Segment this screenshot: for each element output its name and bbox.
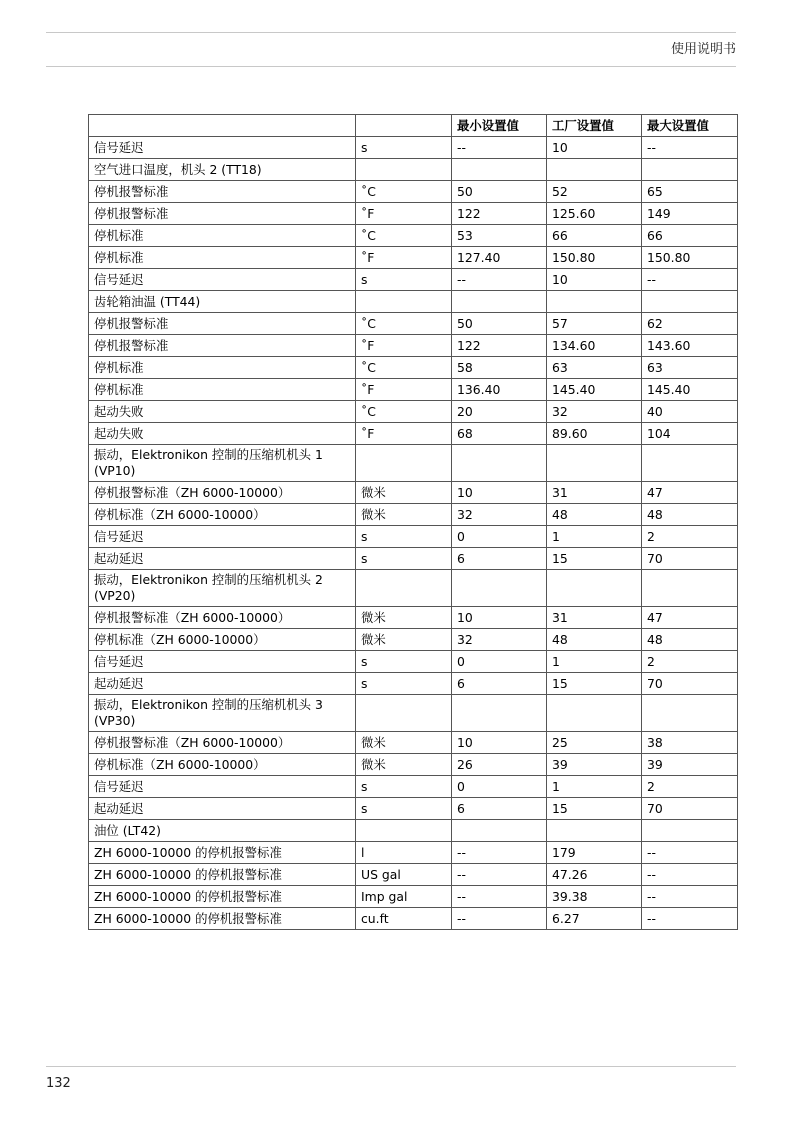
cell-max: 47 — [642, 607, 738, 629]
cell-min: 32 — [452, 629, 547, 651]
cell-factory: 10 — [547, 269, 642, 291]
cell-parameter: 振动，Elektronikon 控制的压缩机机头 2 (VP20) — [89, 570, 356, 607]
cell-min — [452, 159, 547, 181]
cell-max: 40 — [642, 401, 738, 423]
cell-parameter: 齿轮箱油温 (TT44) — [89, 291, 356, 313]
cell-unit: s — [356, 269, 452, 291]
cell-min: 20 — [452, 401, 547, 423]
cell-max: 63 — [642, 357, 738, 379]
table-row — [89, 798, 738, 820]
cell-unit: s — [356, 776, 452, 798]
cell-unit — [356, 159, 452, 181]
cell-parameter: 振动，Elektronikon 控制的压缩机机头 3 (VP30) — [89, 695, 356, 732]
cell-unit: ˚C — [356, 225, 452, 247]
cell-unit: ˚F — [356, 423, 452, 445]
cell-max: 62 — [642, 313, 738, 335]
cell-max — [642, 695, 738, 732]
cell-parameter: ZH 6000-10000 的停机报警标准 — [89, 864, 356, 886]
cell-min: 50 — [452, 313, 547, 335]
cell-factory — [547, 445, 642, 482]
table-row — [89, 313, 738, 335]
table-row — [89, 607, 738, 629]
cell-max: 149 — [642, 203, 738, 225]
cell-max: -- — [642, 864, 738, 886]
cell-factory: 31 — [547, 607, 642, 629]
cell-unit — [356, 445, 452, 482]
table-row — [89, 291, 738, 313]
cell-parameter: 起动失败 — [89, 401, 356, 423]
cell-unit: s — [356, 798, 452, 820]
cell-parameter: 振动，Elektronikon 控制的压缩机机头 1 (VP10) — [89, 445, 356, 482]
cell-factory: 6.27 — [547, 908, 642, 930]
cell-max: 2 — [642, 526, 738, 548]
cell-min: 0 — [452, 776, 547, 798]
cell-factory: 15 — [547, 798, 642, 820]
cell-max — [642, 820, 738, 842]
cell-max: 66 — [642, 225, 738, 247]
cell-unit: l — [356, 842, 452, 864]
table-row — [89, 908, 738, 930]
cell-factory — [547, 570, 642, 607]
cell-factory: 39.38 — [547, 886, 642, 908]
cell-min: 127.40 — [452, 247, 547, 269]
cell-parameter: 信号延迟 — [89, 137, 356, 159]
table-row — [89, 225, 738, 247]
cell-parameter: 信号延迟 — [89, 776, 356, 798]
header-cell-max: 最大设置值 — [642, 115, 738, 137]
table-row — [89, 651, 738, 673]
cell-min: -- — [452, 269, 547, 291]
table-row — [89, 548, 738, 570]
cell-factory: 1 — [547, 526, 642, 548]
table-row — [89, 137, 738, 159]
cell-max: -- — [642, 908, 738, 930]
cell-max: 70 — [642, 673, 738, 695]
cell-parameter: 停机标准（ZH 6000-10000） — [89, 629, 356, 651]
cell-min: 10 — [452, 732, 547, 754]
cell-parameter: 空气进口温度，机头 2 (TT18) — [89, 159, 356, 181]
cell-max: 2 — [642, 776, 738, 798]
header-cell-parameter — [89, 115, 356, 137]
cell-min: 58 — [452, 357, 547, 379]
cell-factory: 134.60 — [547, 335, 642, 357]
cell-unit: 微米 — [356, 629, 452, 651]
cell-parameter: 起动延迟 — [89, 673, 356, 695]
cell-factory: 15 — [547, 548, 642, 570]
cell-min: 53 — [452, 225, 547, 247]
cell-min: -- — [452, 886, 547, 908]
cell-parameter: 停机标准 — [89, 379, 356, 401]
table-row — [89, 754, 738, 776]
cell-factory: 1 — [547, 651, 642, 673]
cell-unit — [356, 695, 452, 732]
cell-parameter: 油位 (LT42) — [89, 820, 356, 842]
cell-min: 136.40 — [452, 379, 547, 401]
cell-min: 68 — [452, 423, 547, 445]
cell-min — [452, 820, 547, 842]
header-rule-top — [46, 32, 736, 33]
page-number: 132 — [46, 1076, 71, 1091]
table-row — [89, 864, 738, 886]
cell-factory: 57 — [547, 313, 642, 335]
cell-unit: ˚C — [356, 313, 452, 335]
cell-unit: Imp gal — [356, 886, 452, 908]
cell-parameter: 停机标准 — [89, 357, 356, 379]
cell-factory: 25 — [547, 732, 642, 754]
cell-factory — [547, 159, 642, 181]
cell-factory: 52 — [547, 181, 642, 203]
cell-factory: 48 — [547, 629, 642, 651]
table-row — [89, 886, 738, 908]
table-row — [89, 247, 738, 269]
cell-min: 122 — [452, 203, 547, 225]
cell-factory: 66 — [547, 225, 642, 247]
cell-parameter: 停机报警标准 — [89, 203, 356, 225]
table-row — [89, 842, 738, 864]
table-row — [89, 673, 738, 695]
cell-max — [642, 445, 738, 482]
cell-factory — [547, 291, 642, 313]
header-cell-unit — [356, 115, 452, 137]
cell-max: 47 — [642, 482, 738, 504]
cell-factory: 10 — [547, 137, 642, 159]
cell-parameter: 信号延迟 — [89, 651, 356, 673]
cell-min — [452, 695, 547, 732]
cell-parameter: 信号延迟 — [89, 526, 356, 548]
cell-unit: s — [356, 526, 452, 548]
cell-parameter: 起动延迟 — [89, 548, 356, 570]
cell-factory: 15 — [547, 673, 642, 695]
cell-unit: ˚F — [356, 379, 452, 401]
cell-unit: US gal — [356, 864, 452, 886]
cell-min: 10 — [452, 607, 547, 629]
cell-factory: 89.60 — [547, 423, 642, 445]
table-row — [89, 482, 738, 504]
cell-parameter: 起动失败 — [89, 423, 356, 445]
table-row — [89, 423, 738, 445]
table-row — [89, 776, 738, 798]
cell-max — [642, 570, 738, 607]
cell-min: -- — [452, 842, 547, 864]
cell-unit — [356, 820, 452, 842]
cell-unit: 微米 — [356, 504, 452, 526]
cell-min — [452, 570, 547, 607]
cell-factory: 32 — [547, 401, 642, 423]
cell-parameter: 停机报警标准 — [89, 181, 356, 203]
cell-unit: ˚C — [356, 357, 452, 379]
cell-factory: 125.60 — [547, 203, 642, 225]
table-row — [89, 269, 738, 291]
cell-factory: 48 — [547, 504, 642, 526]
table-header-row — [89, 115, 738, 137]
cell-max: 38 — [642, 732, 738, 754]
table-row — [89, 379, 738, 401]
table-row — [89, 629, 738, 651]
cell-factory: 145.40 — [547, 379, 642, 401]
cell-factory — [547, 820, 642, 842]
table-body — [89, 137, 738, 930]
cell-min — [452, 445, 547, 482]
table-row — [89, 203, 738, 225]
cell-max — [642, 159, 738, 181]
cell-min: 32 — [452, 504, 547, 526]
footer-rule — [46, 1066, 736, 1067]
cell-min: -- — [452, 908, 547, 930]
header-cell-min: 最小设置值 — [452, 115, 547, 137]
cell-min: 6 — [452, 798, 547, 820]
cell-parameter: 信号延迟 — [89, 269, 356, 291]
cell-unit: ˚C — [356, 181, 452, 203]
cell-parameter: ZH 6000-10000 的停机报警标准 — [89, 842, 356, 864]
cell-parameter: 停机标准 — [89, 225, 356, 247]
table-row — [89, 181, 738, 203]
cell-unit: s — [356, 137, 452, 159]
cell-max: 104 — [642, 423, 738, 445]
cell-factory: 47.26 — [547, 864, 642, 886]
cell-unit: ˚F — [356, 247, 452, 269]
cell-parameter: 停机标准 — [89, 247, 356, 269]
cell-parameter: 起动延迟 — [89, 798, 356, 820]
cell-unit: ˚C — [356, 401, 452, 423]
table-row — [89, 445, 738, 482]
cell-unit: 微米 — [356, 732, 452, 754]
cell-unit: 微米 — [356, 482, 452, 504]
cell-max: 39 — [642, 754, 738, 776]
cell-max: -- — [642, 137, 738, 159]
cell-max: 70 — [642, 798, 738, 820]
table-row — [89, 570, 738, 607]
cell-unit — [356, 570, 452, 607]
table-row — [89, 159, 738, 181]
cell-parameter: 停机标准（ZH 6000-10000） — [89, 754, 356, 776]
document-title: 使用说明书 — [670, 42, 736, 57]
cell-max: 145.40 — [642, 379, 738, 401]
cell-unit: ˚F — [356, 335, 452, 357]
table-row — [89, 526, 738, 548]
cell-parameter: ZH 6000-10000 的停机报警标准 — [89, 908, 356, 930]
cell-max: 48 — [642, 629, 738, 651]
cell-min: 0 — [452, 526, 547, 548]
cell-unit — [356, 291, 452, 313]
cell-factory: 1 — [547, 776, 642, 798]
cell-unit: ˚F — [356, 203, 452, 225]
cell-min: 10 — [452, 482, 547, 504]
cell-min: 122 — [452, 335, 547, 357]
cell-factory: 179 — [547, 842, 642, 864]
cell-max: -- — [642, 269, 738, 291]
cell-min: -- — [452, 137, 547, 159]
table-row — [89, 357, 738, 379]
cell-max: 48 — [642, 504, 738, 526]
cell-max: 70 — [642, 548, 738, 570]
cell-factory: 31 — [547, 482, 642, 504]
cell-max — [642, 291, 738, 313]
cell-min: 0 — [452, 651, 547, 673]
header-rule-bottom — [46, 66, 736, 67]
table-row — [89, 695, 738, 732]
table-row — [89, 732, 738, 754]
cell-min: 6 — [452, 548, 547, 570]
cell-parameter: 停机报警标准（ZH 6000-10000） — [89, 732, 356, 754]
cell-parameter: ZH 6000-10000 的停机报警标准 — [89, 886, 356, 908]
header-cell-factory: 工厂设置值 — [547, 115, 642, 137]
cell-factory: 150.80 — [547, 247, 642, 269]
cell-max: -- — [642, 886, 738, 908]
cell-parameter: 停机报警标准（ZH 6000-10000） — [89, 482, 356, 504]
cell-max: 2 — [642, 651, 738, 673]
cell-parameter: 停机报警标准 — [89, 335, 356, 357]
table-row — [89, 335, 738, 357]
cell-parameter: 停机报警标准 — [89, 313, 356, 335]
settings-table — [88, 114, 738, 930]
cell-parameter: 停机报警标准（ZH 6000-10000） — [89, 607, 356, 629]
cell-unit: s — [356, 673, 452, 695]
cell-parameter: 停机标准（ZH 6000-10000） — [89, 504, 356, 526]
cell-factory: 39 — [547, 754, 642, 776]
cell-unit: 微米 — [356, 607, 452, 629]
cell-min — [452, 291, 547, 313]
cell-unit: cu.ft — [356, 908, 452, 930]
cell-min: 50 — [452, 181, 547, 203]
cell-unit: 微米 — [356, 754, 452, 776]
table-row — [89, 401, 738, 423]
cell-min: -- — [452, 864, 547, 886]
cell-factory — [547, 695, 642, 732]
cell-unit: s — [356, 651, 452, 673]
cell-max: 150.80 — [642, 247, 738, 269]
table-row — [89, 820, 738, 842]
cell-max: 143.60 — [642, 335, 738, 357]
cell-max: -- — [642, 842, 738, 864]
cell-min: 26 — [452, 754, 547, 776]
cell-min: 6 — [452, 673, 547, 695]
cell-unit: s — [356, 548, 452, 570]
table-row — [89, 504, 738, 526]
cell-factory: 63 — [547, 357, 642, 379]
cell-max: 65 — [642, 181, 738, 203]
